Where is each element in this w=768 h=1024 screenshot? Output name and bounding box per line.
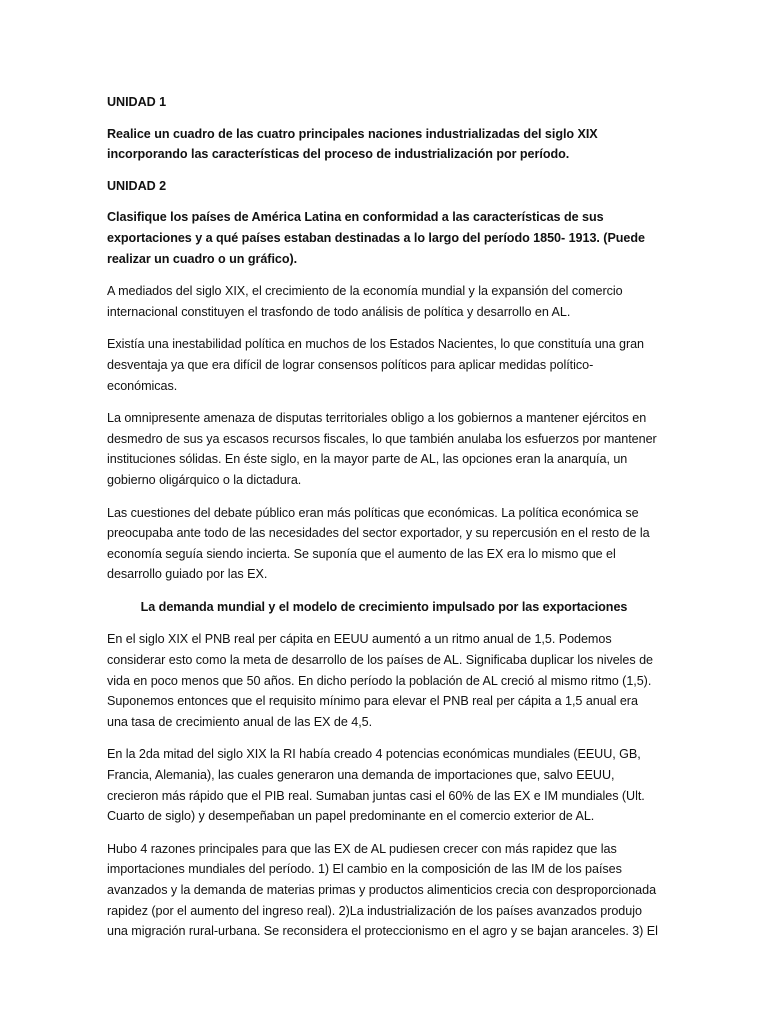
- paragraph: La omnipresente amenaza de disputas territoriales obligo a los gobiernos a mantener ejércitos en desmedro de sus ya escasos recursos fiscales, lo que también anulaba los esfuerzos por mantener instituciones sólidas. En éste siglo, en la mayor parte de AL, las opciones eran la anarquía, un gobierno oligárquico o la dictadura.: [107, 411, 657, 487]
- unidad1-heading: UNIDAD 1: [107, 95, 167, 109]
- document-page: [107, 92, 661, 954]
- section-title: La demanda mundial y el modelo de crecimiento impulsado por las exportaciones: [140, 599, 628, 614]
- unidad2-heading: UNIDAD 2: [107, 178, 167, 193]
- paragraph: Existía una inestabilidad política en muchos de los Estados Nacientes, lo que constituía una gran desventaja ya que era difícil de lograr consensos políticos para aplicar medidas político-económicas.: [107, 337, 645, 393]
- paragraph: En el siglo XIX el PNB real per cápita en EEUU aumentó a un ritmo anual de 1,5. Podemos considerar esto como la meta de desarrollo de los países de AL. Significaba duplicar los niveles de vida en poco menos que 50 años. En dicho período la población de AL creció al mismo ritmo (1,5). Suponemos entonces que el requisito mínimo para elevar el PNB real per cápita a 1,5 anual era una tasa de crecimiento anual de las EX de 4,5.: [107, 632, 653, 729]
- unidad1-task: Realice un cuadro de las cuatro principales naciones industrializadas del siglo XIX incorporando las características del proceso de industrialización por período.: [107, 126, 598, 162]
- unidad2-task: Clasifique los países de América Latina en conformidad a las características de sus exportaciones y a qué países estaban destinadas a lo largo del período 1850- 1913. (Puede realizar un cuadro o un gráfico).: [107, 210, 645, 266]
- paragraph: Hubo 4 razones principales para que las EX de AL pudiesen crecer con más rapidez que las importaciones mundiales del período. 1) El cambio en la composición de las IM de los países avanzados y la demanda de materias primas y productos alimenticios crecia con desproporcionada rapidez (por el aumento del ingreso real). 2)La industrialización de los países avanzados produjo una migración rural-urbana. Se reconsidera el proteccionismo en el agro y se bajan aranceles. 3) El: [107, 841, 658, 939]
- paragraph: En la 2da mitad del siglo XIX la RI había creado 4 potencias económicas mundiales (EEUU, GB, Francia, Alemania), las cuales generaron una demanda de importaciones que, salvo EEUU, crecieron más rápido que el PIB real. Sumaban juntas casi el 60% de las EX e IM mundiales (Ult. Cuarto de siglo) y desempeñaban un papel predominante en el comercio exterior de AL.: [107, 747, 645, 824]
- paragraph: Las cuestiones del debate público eran más políticas que económicas. La política económica se preocupaba ante todo de las necesidades del sector exportador, y su repercusión en el resto de la economía seguía siendo incierta. Se suponía que el aumento de las EX era lo mismo que el desarrollo guiado por las EX.: [107, 505, 650, 582]
- paragraph: A mediados del siglo XIX, el crecimiento de la economía mundial y la expansión del comercio internacional constituyen el trasfondo de todo análisis de política y desarrollo en AL.: [107, 284, 623, 319]
